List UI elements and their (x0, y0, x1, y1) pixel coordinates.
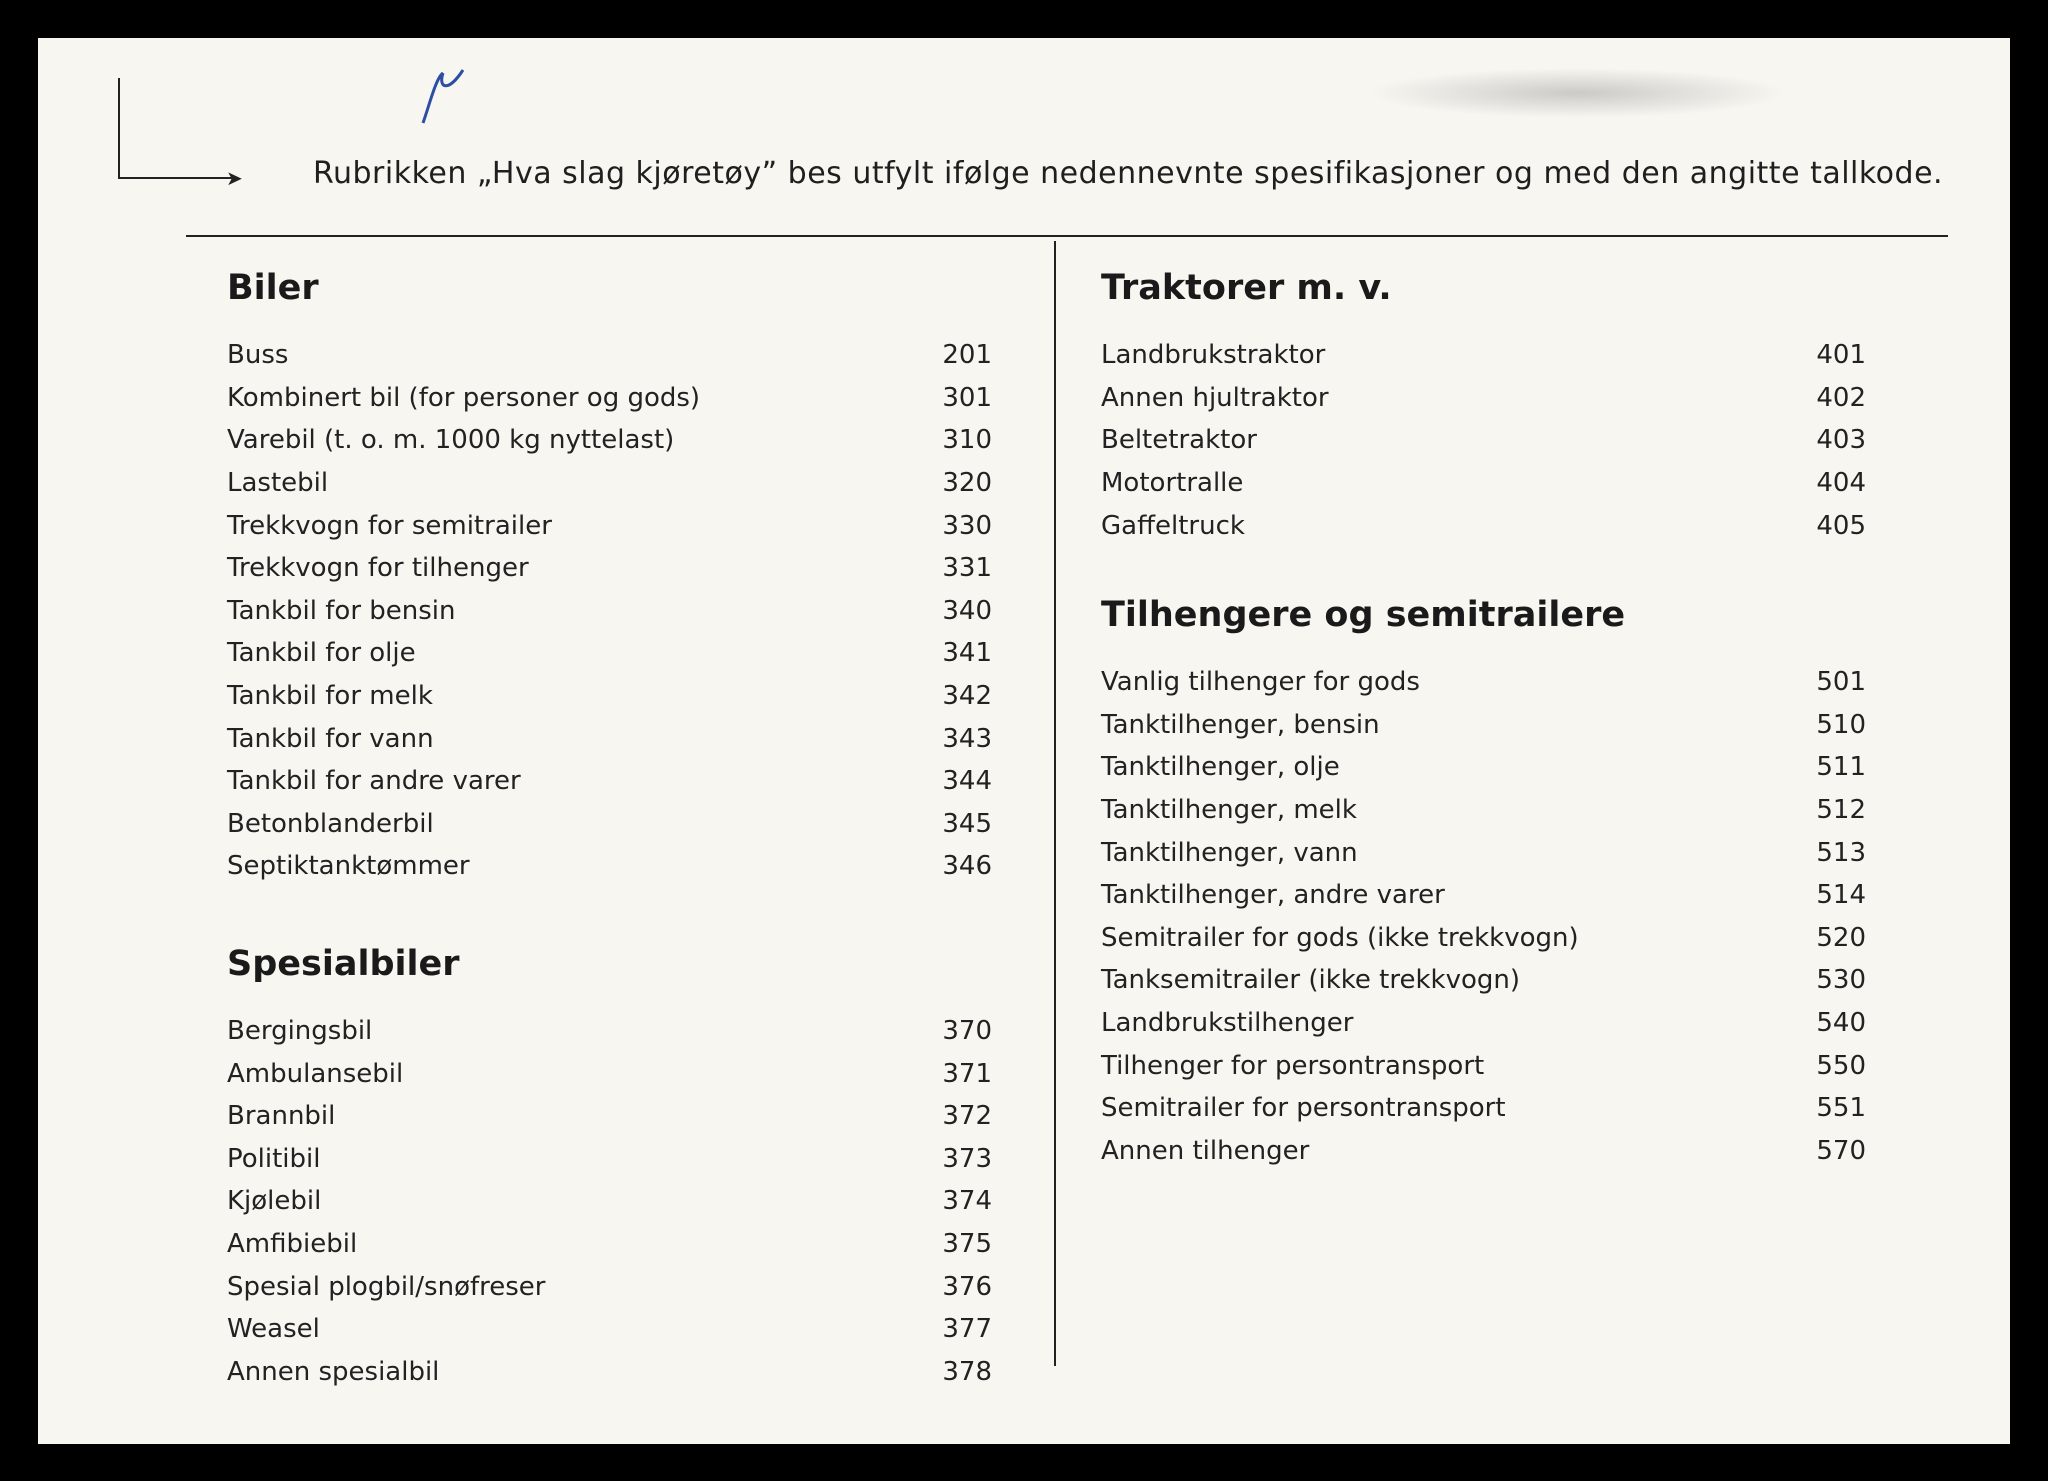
list-item (1101, 917, 1866, 960)
list-item (227, 590, 992, 633)
item-code: 514 (1816, 880, 1866, 911)
item-code: 401 (1816, 340, 1866, 371)
item-label: Politibil (227, 1143, 321, 1174)
list-item (227, 760, 992, 803)
item-code: 376 (942, 1271, 992, 1302)
item-code: 530 (1816, 965, 1866, 996)
list-item (227, 845, 992, 888)
item-label: Gaffeltruck (1101, 510, 1245, 541)
list-item (1101, 661, 1866, 704)
list-item (1101, 377, 1866, 420)
item-code: 331 (942, 553, 992, 584)
item-label: Kjølebil (227, 1186, 322, 1217)
item-code: 346 (942, 851, 992, 882)
item-label: Varebil (t. o. m. 1000 kg nyttelast) (227, 425, 675, 456)
item-label: Tanktilhenger, olje (1101, 752, 1340, 783)
item-code: 510 (1816, 709, 1866, 740)
item-label: Beltetraktor (1101, 425, 1257, 456)
item-label: Motortralle (1101, 468, 1244, 499)
item-code: 404 (1816, 468, 1866, 499)
list-item (227, 462, 992, 505)
item-label: Annen spesialbil (227, 1356, 440, 1387)
item-label: Betonblanderbil (227, 808, 434, 839)
item-code: 405 (1816, 510, 1866, 541)
item-label: Tankbil for bensin (227, 595, 456, 626)
list-item (1101, 831, 1866, 874)
item-code: 513 (1816, 837, 1866, 868)
item-code: 373 (942, 1143, 992, 1174)
document-card (38, 38, 2010, 1444)
list-item (1101, 789, 1866, 832)
list-item (227, 1180, 992, 1223)
item-label: Tankbil for andre varer (227, 766, 521, 797)
list-item (227, 1010, 992, 1053)
item-label: Tankbil for olje (227, 638, 416, 669)
item-code: 375 (942, 1228, 992, 1259)
item-label: Spesial plogbil/snøfreser (227, 1271, 546, 1302)
list-item (227, 419, 992, 462)
item-label: Tanktilhenger, vann (1101, 837, 1358, 868)
list-item (227, 334, 992, 377)
list-item (227, 632, 992, 675)
list-item (1101, 1002, 1866, 1045)
instruction-text: Rubrikken „Hva slag kjøretøy” bes utfylt ifølge nedennevnte spesifikasjoner og med den angitte tallkode. (313, 156, 1944, 191)
item-label: Trekkvogn for semitrailer (227, 510, 552, 541)
arrow-icon: ➤ (226, 166, 243, 190)
item-label: Septiktanktømmer (227, 851, 470, 882)
list-item (227, 675, 992, 718)
item-label: Tanktilhenger, andre varer (1101, 880, 1445, 911)
list-item (227, 1095, 992, 1138)
item-label: Semitrailer for gods (ikke trekkvogn) (1101, 922, 1579, 953)
item-code: 378 (942, 1356, 992, 1387)
item-code: 345 (942, 808, 992, 839)
list-item (1101, 959, 1866, 1002)
item-label: Trekkvogn for tilhenger (227, 553, 529, 584)
stain-mark (1368, 68, 1788, 118)
item-label: Landbrukstraktor (1101, 340, 1326, 371)
spesialbiler-list (227, 1010, 992, 1393)
item-label: Tanksemitrailer (ikke trekkvogn) (1101, 965, 1521, 996)
item-code: 342 (942, 681, 992, 712)
list-item (1101, 746, 1866, 789)
pen-mark (418, 68, 478, 128)
item-label: Tilhenger for persontransport (1101, 1050, 1485, 1081)
list-item (227, 1223, 992, 1266)
item-label: Annen hjultraktor (1101, 382, 1329, 413)
item-code: 520 (1816, 922, 1866, 953)
biler-list (227, 334, 992, 888)
item-code: 320 (942, 468, 992, 499)
item-code: 330 (942, 510, 992, 541)
list-item (1101, 874, 1866, 917)
item-label: Lastebil (227, 468, 329, 499)
item-code: 310 (942, 425, 992, 456)
arrow-line (118, 177, 238, 179)
section-title-traktorer: Traktorer m. v. (1101, 268, 1392, 308)
item-code: 370 (942, 1016, 992, 1047)
list-item (227, 1265, 992, 1308)
bracket-line (118, 78, 120, 178)
item-label: Tanktilhenger, bensin (1101, 709, 1380, 740)
list-item (1101, 462, 1866, 505)
item-code: 343 (942, 723, 992, 754)
item-code: 374 (942, 1186, 992, 1217)
item-label: Tanktilhenger, melk (1101, 795, 1357, 826)
item-label: Vanlig tilhenger for gods (1101, 667, 1420, 698)
item-code: 301 (942, 382, 992, 413)
item-code: 402 (1816, 382, 1866, 413)
item-code: 501 (1816, 667, 1866, 698)
vertical-divider (1054, 241, 1056, 1366)
list-item (1101, 704, 1866, 747)
item-code: 377 (942, 1314, 992, 1345)
item-code: 341 (942, 638, 992, 669)
item-code: 344 (942, 766, 992, 797)
list-item (227, 1350, 992, 1393)
section-title-spesialbiler: Spesialbiler (227, 943, 460, 984)
section-gap (1101, 547, 1866, 591)
item-code: 511 (1816, 752, 1866, 783)
item-label: Semitrailer for persontransport (1101, 1093, 1506, 1124)
item-label: Landbrukstilhenger (1101, 1008, 1354, 1039)
left-column (227, 264, 992, 1393)
right-column (1101, 264, 1866, 1172)
list-item (1101, 419, 1866, 462)
list-item (227, 377, 992, 420)
item-code: 551 (1816, 1093, 1866, 1124)
item-code: 540 (1816, 1008, 1866, 1039)
item-code: 201 (942, 340, 992, 371)
list-item (1101, 334, 1866, 377)
item-label: Buss (227, 340, 289, 371)
section-title-biler: Biler (227, 268, 319, 308)
item-label: Amfibiebil (227, 1228, 358, 1259)
item-code: 340 (942, 595, 992, 626)
item-label: Kombinert bil (for personer og gods) (227, 382, 701, 413)
list-item (1101, 504, 1866, 547)
list-item (227, 547, 992, 590)
item-code: 550 (1816, 1050, 1866, 1081)
list-item (1101, 1044, 1866, 1087)
list-item (227, 803, 992, 846)
list-item (227, 504, 992, 547)
list-item (227, 717, 992, 760)
list-item (227, 1052, 992, 1095)
item-label: Tankbil for melk (227, 681, 433, 712)
tilhengere-list (1101, 661, 1866, 1172)
item-code: 403 (1816, 425, 1866, 456)
list-item (1101, 1130, 1866, 1173)
list-item (1101, 1087, 1866, 1130)
list-item (227, 1138, 992, 1181)
horizontal-divider (186, 235, 1948, 237)
traktorer-list (1101, 334, 1866, 547)
section-title-tilhengere: Tilhengere og semitrailere (1101, 594, 1626, 635)
item-code: 570 (1816, 1135, 1866, 1166)
item-label: Bergingsbil (227, 1016, 373, 1047)
item-label: Brannbil (227, 1101, 336, 1132)
item-label: Weasel (227, 1314, 320, 1345)
item-label: Tankbil for vann (227, 723, 434, 754)
section-gap (227, 888, 992, 940)
item-code: 371 (942, 1058, 992, 1089)
item-label: Ambulansebil (227, 1058, 404, 1089)
list-item (227, 1308, 992, 1351)
item-label: Annen tilhenger (1101, 1135, 1310, 1166)
item-code: 512 (1816, 795, 1866, 826)
item-code: 372 (942, 1101, 992, 1132)
